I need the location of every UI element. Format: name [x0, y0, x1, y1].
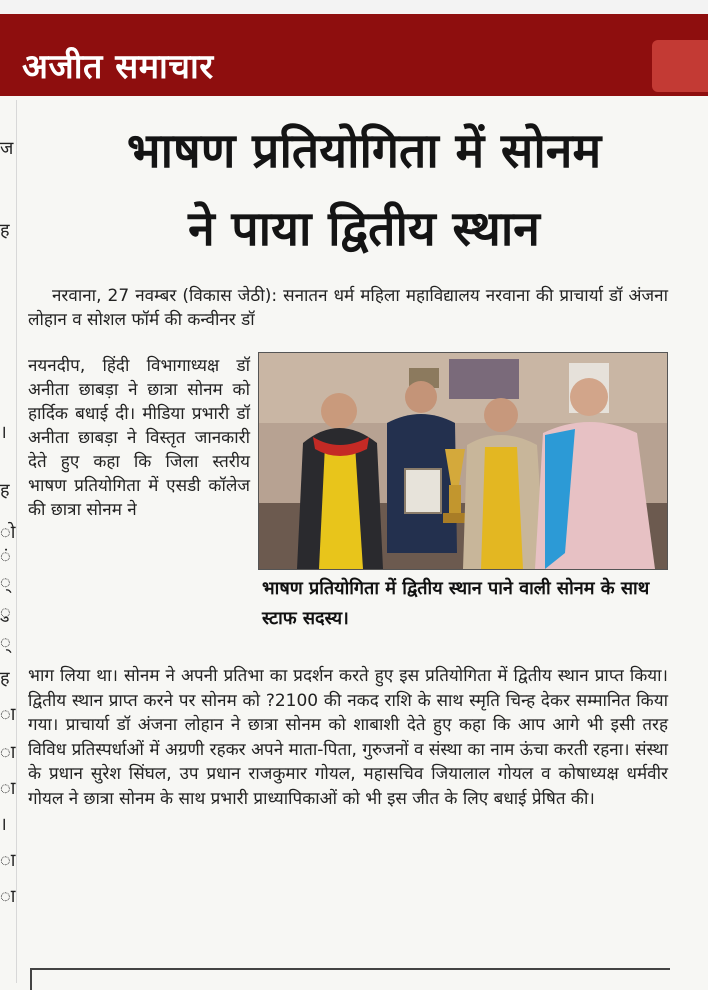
gutter-fragment: ा — [0, 850, 16, 871]
gutter-fragment: । — [0, 422, 7, 443]
gutter-fragment: ा — [0, 886, 16, 907]
gutter-fragment: । — [0, 814, 7, 835]
newspaper-masthead: अजीत समाचार — [22, 47, 214, 87]
gutter-fragment: ो — [0, 522, 16, 543]
headline-line-1: भाषण प्रतियोगिता में सोनम — [126, 123, 602, 179]
gutter-fragment: ु — [0, 602, 11, 623]
status-bar — [0, 0, 708, 15]
banner-tab — [652, 40, 708, 92]
group-photo-illustration — [259, 353, 667, 569]
adjacent-column-fragment — [0, 100, 18, 983]
gutter-fragment: ा — [0, 704, 16, 725]
photo-caption: भाषण प्रतियोगिता में द्वितीय स्थान पाने वाली सोनम के साथ स्टाफ सदस्य। — [262, 578, 650, 629]
gutter-fragment: ज — [0, 138, 14, 159]
gutter-fragment: ह — [0, 220, 10, 241]
gutter-fragment: ह — [0, 480, 10, 501]
gutter-fragment: ् — [0, 572, 11, 593]
next-article-box — [30, 968, 670, 990]
newspaper-banner — [0, 14, 708, 96]
article-body: भाग लिया था। सोनम ने अपनी प्रतिभा का प्रदर्शन करते हुए इस प्रतियोगिता में द्वितीय स्थान प्राप्त किया। द्वितीय स्थान प्राप्त करने पर सोनम को ?2100 की नकद राशि के साथ स्मृति चिन्ह देकर सम्मानित किया गया। प्राचार्या डॉ अंजना लोहान ने छात्रा सोनम को शाबाशी देते हुए कहा कि आप आगे भी इसी तरह विविध प्रतिस्पर्धाओं में अग्रणी रहकर अपने माता-पिता, गुरुजनों व संस्था का नाम ऊंचा करती रहना। संस्था के प्रधान सुरेश सिंघल, उप प्रधान राजकुमार गोयल, महासचिव जियालाल गोयल व कोषाध्यक्ष धर्मवीर गोयल ने छात्रा सोनम के साथ प्रभारी प्राध्यापिकाओं को भी इस जीत के लिए बधाई प्रेषित की। — [28, 666, 668, 809]
gutter-fragment: ा — [0, 742, 16, 763]
gutter-fragment: ा — [0, 778, 16, 799]
gutter-fragment: ह — [0, 668, 10, 689]
article-column-text: नयनदीप, हिंदी विभागाध्यक्ष डॉ अनीता छाबड़ा ने छात्रा सोनम को हार्दिक बधाई दी। मीडिया प्रभारी डॉ अनीता छाबड़ा ने विस्तृत जानकारी देते हुए कहा कि जिला स्तरीय भाषण प्रतियोगिता में एसडी कॉलेज की छात्रा सोनम ने — [28, 356, 250, 520]
gutter-fragment: ् — [0, 632, 11, 653]
article-intro: नरवाना, 27 नवम्बर (विकास जेठी): सनातन धर्म महिला महाविद्यालय नरवाना की प्राचार्या डॉ अंजना लोहान व सोशल फॉर्म की कन्वीनर डॉ — [28, 286, 668, 330]
article-intro-block — [28, 284, 668, 332]
article-headline — [28, 112, 700, 268]
headline-line-2: ने पाया द्वितीय स्थान — [188, 201, 540, 257]
article-photo — [258, 352, 668, 570]
gutter-fragment: ं — [0, 546, 11, 567]
